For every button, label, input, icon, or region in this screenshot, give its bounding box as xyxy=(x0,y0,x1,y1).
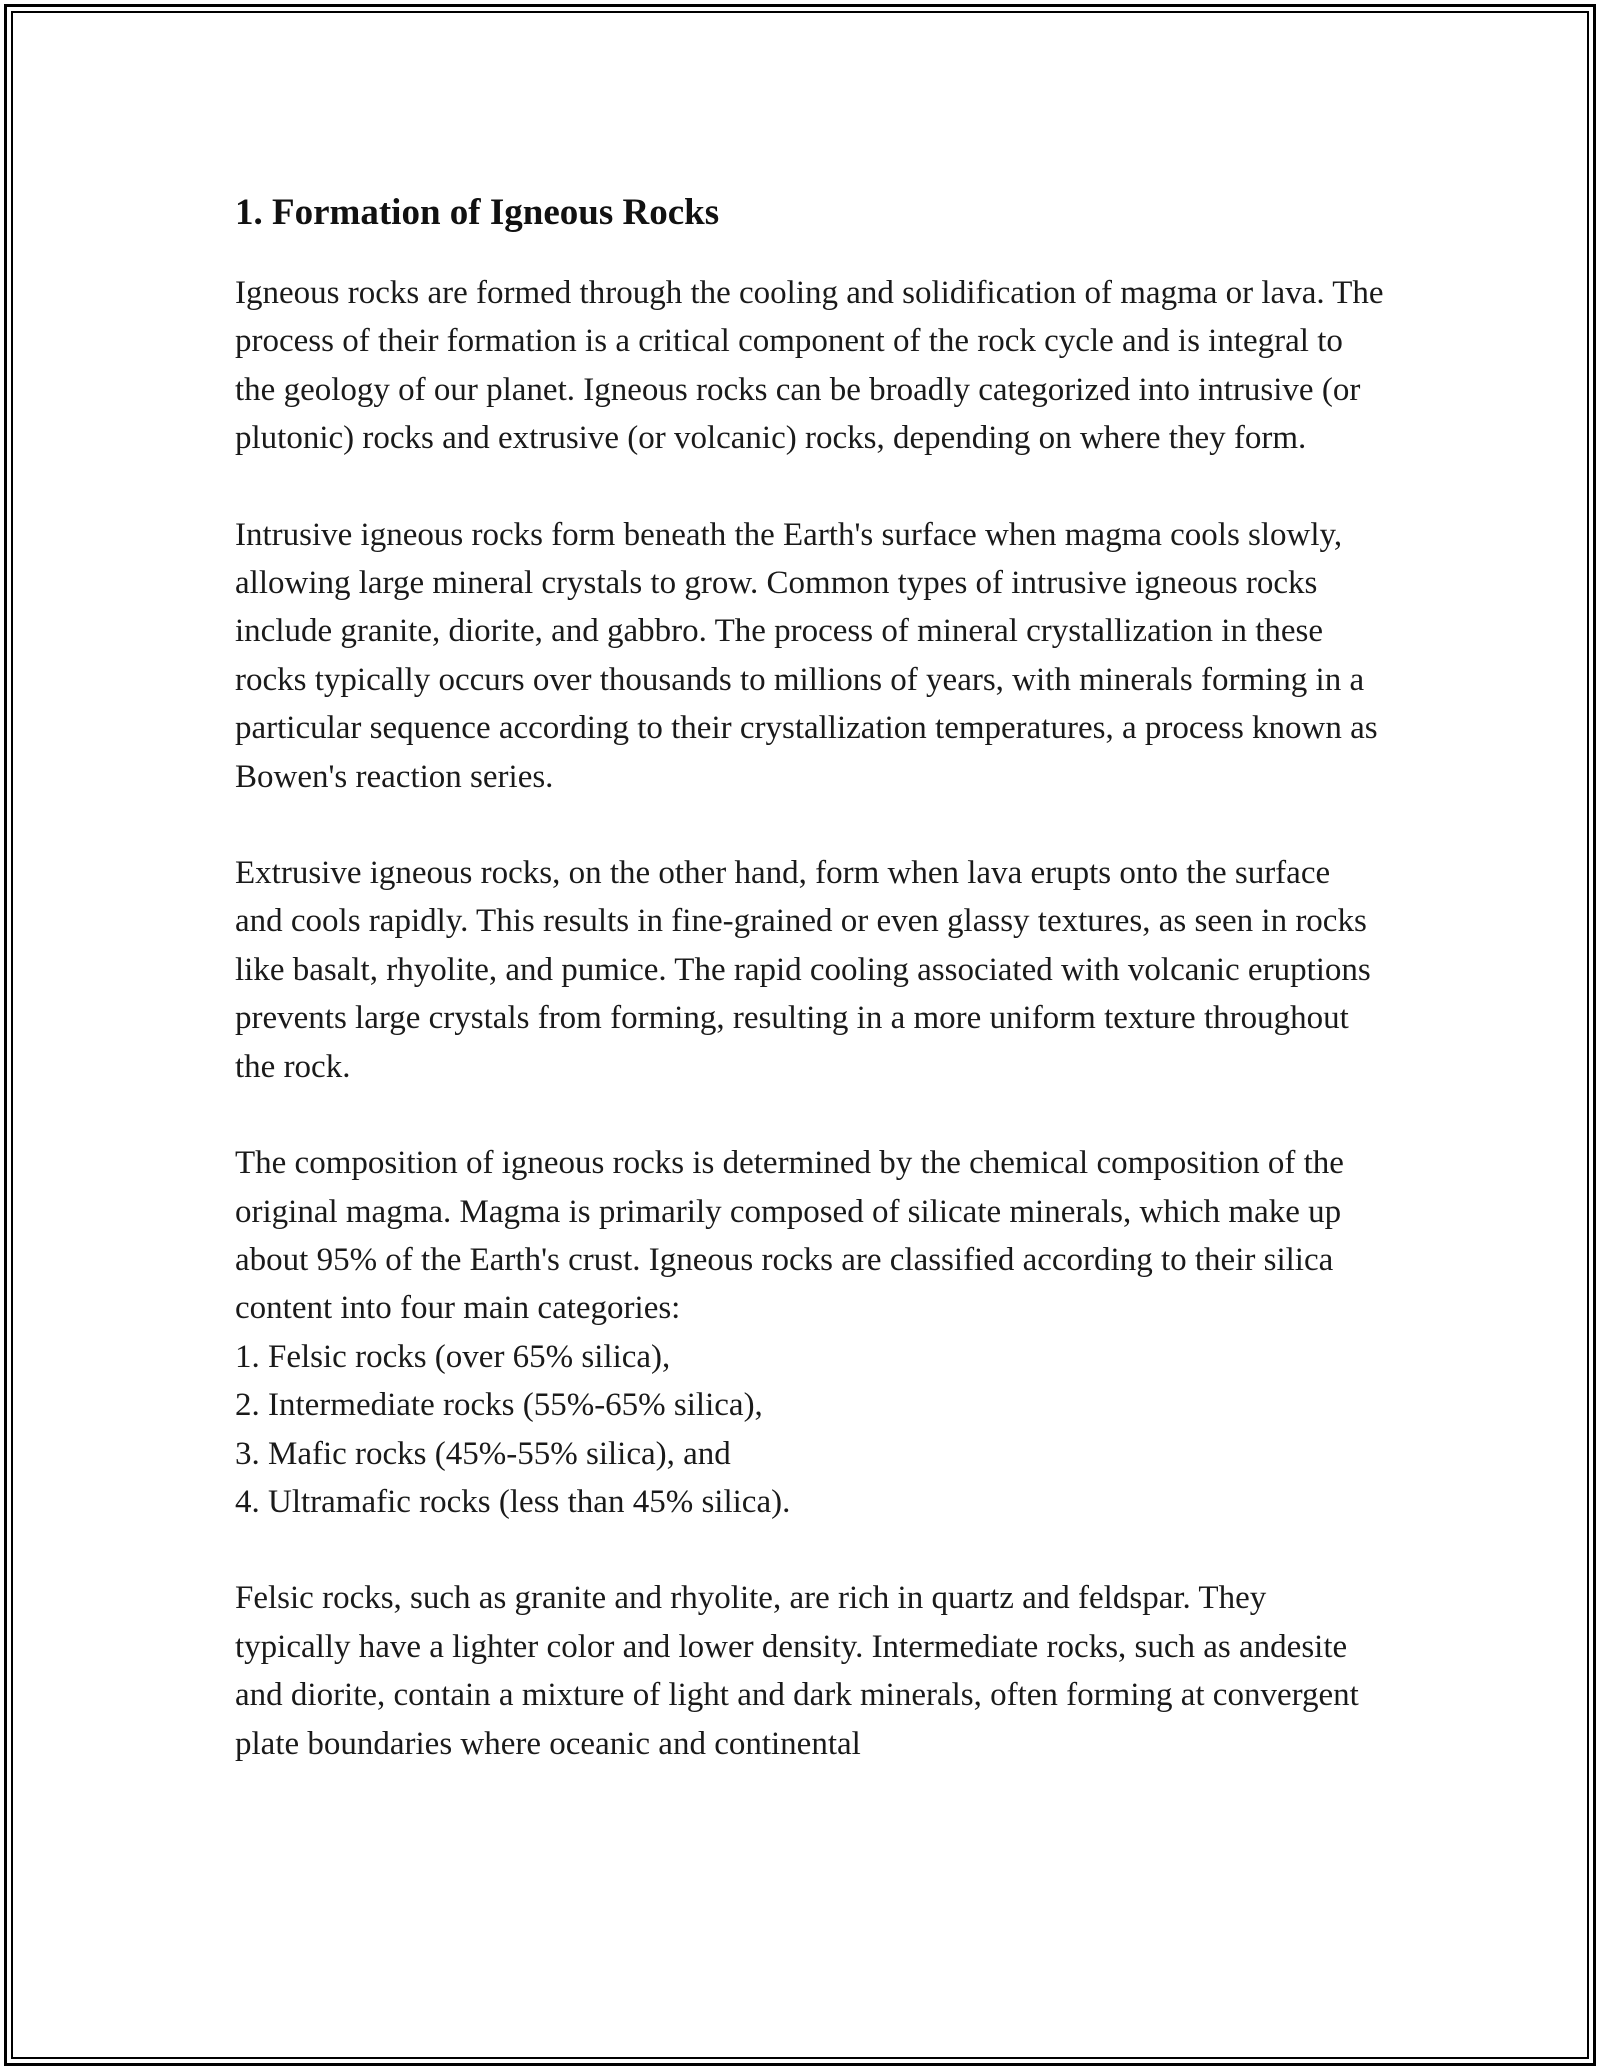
paragraph-composition: The composition of igneous rocks is determined by the chemical composition of the original magma. Magma is primarily composed of silicate minerals, which make up about 95% of the Earth's crust. Igneous rocks are classified according to their silica content into four main categories: xyxy=(235,1145,1344,1327)
section-heading: 1. Formation of Igneous Rocks xyxy=(235,192,720,233)
silica-category-list xyxy=(235,1333,1385,1527)
document-body xyxy=(235,185,1385,1816)
list-item-ultramafic: 4. Ultramafic rocks (less than 45% silica). xyxy=(235,1483,791,1520)
paragraph-composition-block xyxy=(235,1139,1385,1526)
list-item-felsic: 1. Felsic rocks (over 65% silica), xyxy=(235,1338,671,1375)
paragraph-felsic-intermediate: Felsic rocks, such as granite and rhyolite, are rich in quartz and feldspar. They typically have a lighter color and lower density. Intermediate rocks, such as andesite and diorite, contain a mixture of light and dark minerals, often forming at convergent plate boundaries where oceanic and continental xyxy=(235,1580,1359,1762)
paragraph-intrusive: Intrusive igneous rocks form beneath the Earth's surface when magma cools slowly, allowing large mineral crystals to grow. Common types of intrusive igneous rocks include granite, diorite, and gabbro. The process of mineral crystallization in these rocks typically occurs over thousands to millions of years, with minerals forming in a particular sequence according to their crystallization temperatures, a process known as Bowen's reaction series. xyxy=(235,516,1378,795)
paragraph-formation: Igneous rocks are formed through the cooling and solidification of magma or lava. The process of their formation is a critical component of the rock cycle and is integral to the geology of our planet. Igneous rocks can be broadly categorized into intrusive (or plutonic) rocks and extrusive (or volcanic) rocks, depending on where they form. xyxy=(235,275,1384,457)
list-item-mafic: 3. Mafic rocks (45%-55% silica), and xyxy=(235,1435,731,1472)
list-item-intermediate: 2. Intermediate rocks (55%-65% silica), xyxy=(235,1387,763,1424)
paragraph-extrusive: Extrusive igneous rocks, on the other hand, form when lava erupts onto the surface and cools rapidly. This results in fine-grained or even glassy textures, as seen in rocks like basalt, rhyolite, and pumice. The rapid cooling associated with volcanic eruptions prevents large crystals from forming, resulting in a more uniform texture throughout the rock. xyxy=(235,855,1371,1085)
